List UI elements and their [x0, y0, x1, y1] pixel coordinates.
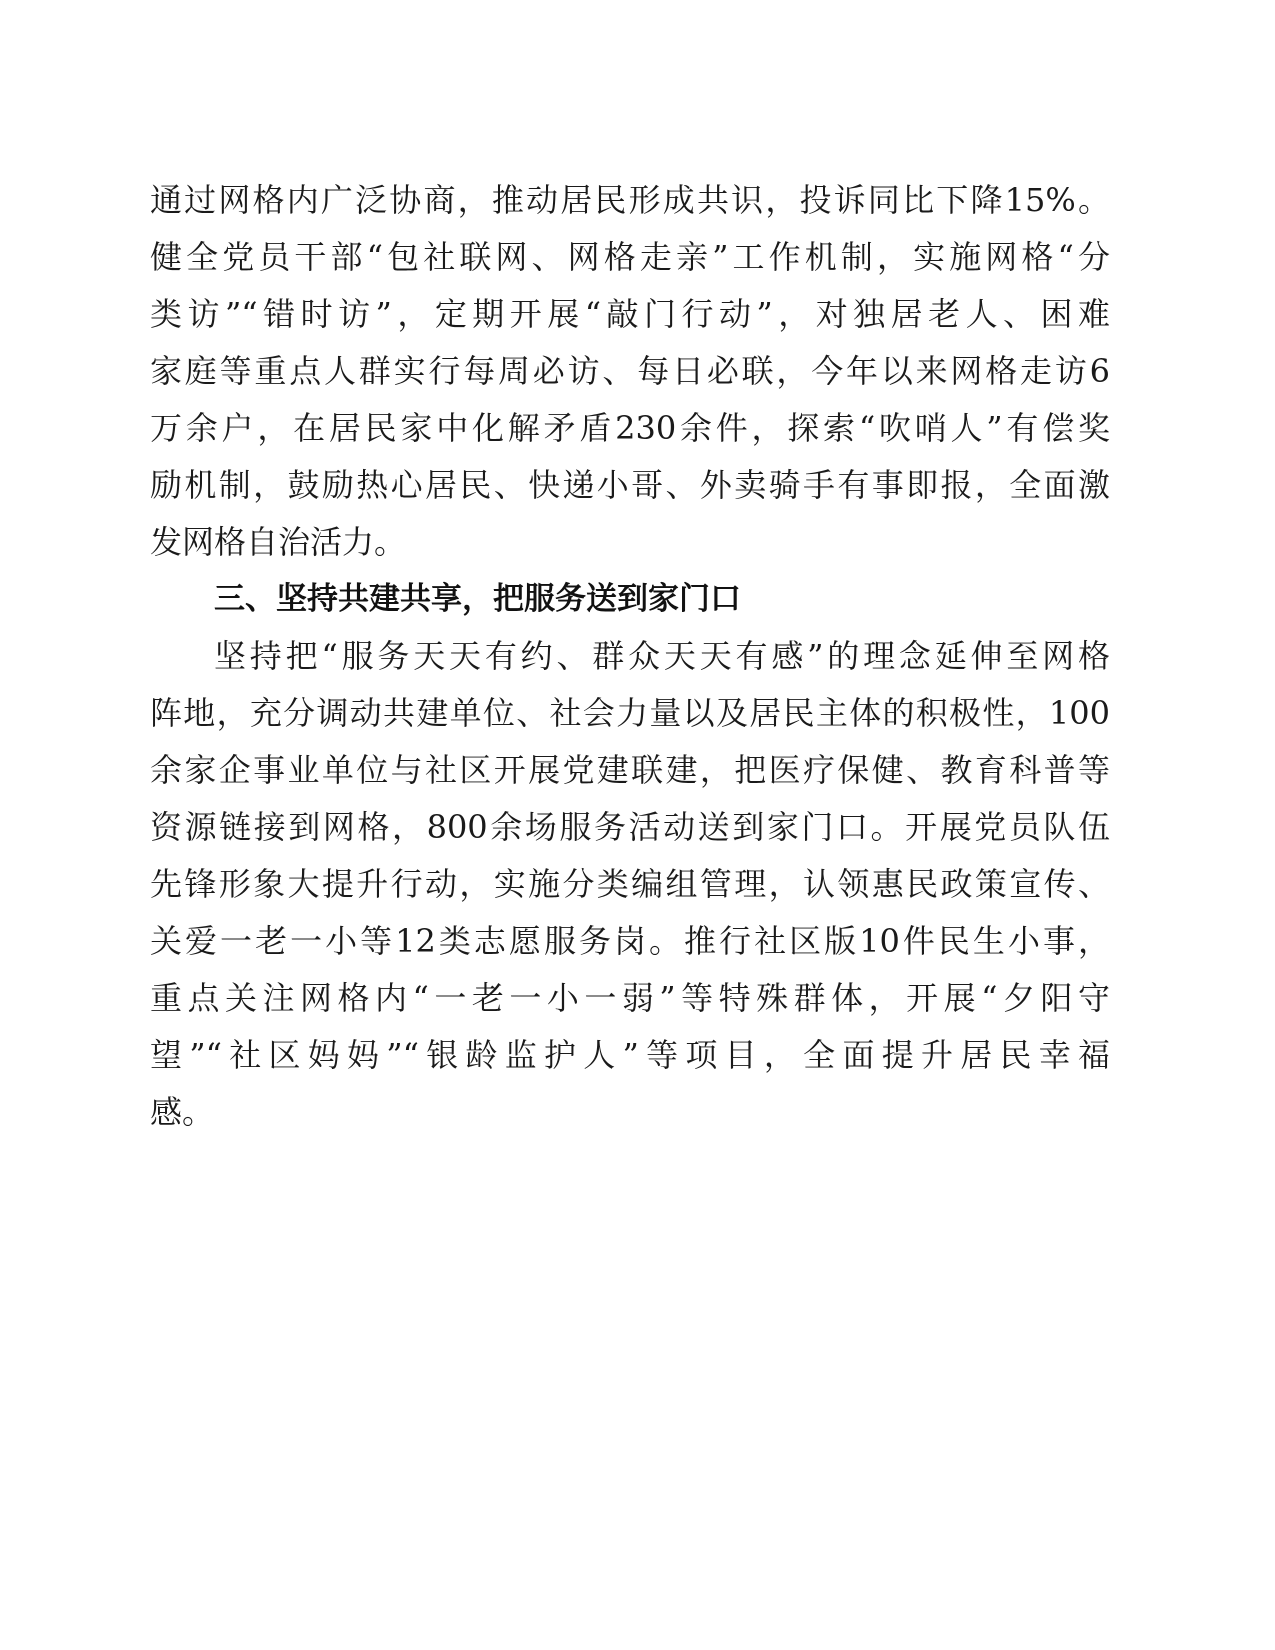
paragraph-line: 余家企事业单位与社区开展党建联建，把医疗保健、教育科普等 [150, 751, 1110, 789]
paragraph-line: 励机制，鼓励热心居民、快递小哥、外卖骑手有事即报，全面激 [150, 466, 1110, 504]
paragraph-line: 万余户，在居民家中化解矛盾230余件，探索“吹哨人”有偿奖 [150, 409, 1110, 447]
paragraph-line: 发网格自治活力。 [150, 523, 407, 561]
section-heading: 三、坚持共建共享，把服务送到家门口 [214, 581, 741, 617]
paragraph-line: 望”“社区妈妈”“银龄监护人”等项目，全面提升居民幸福 [150, 1036, 1110, 1074]
paragraph-line: 阵地，充分调动共建单位、社会力量以及居民主体的积极性，100 [150, 694, 1110, 732]
paragraph-line: 资源链接到网格，800余场服务活动送到家门口。开展党员队伍 [150, 808, 1110, 846]
paragraph-line: 感。 [150, 1093, 215, 1131]
paragraph-line: 重点关注网格内“一老一小一弱”等特殊群体，开展“夕阳守 [150, 979, 1110, 1017]
paragraph-line: 类访”“错时访”，定期开展“敲门行动”，对独居老人、困难 [150, 295, 1110, 333]
paragraph-line: 健全党员干部“包社联网、网格走亲”工作机制，实施网格“分 [150, 238, 1110, 276]
paragraph-line: 关爱一老一小等12类志愿服务岗。推行社区版10件民生小事， [150, 922, 1110, 960]
paragraph-line: 坚持把“服务天天有约、群众天天有感”的理念延伸至网格 [214, 637, 1110, 675]
paragraph-line: 通过网格内广泛协商，推动居民形成共识，投诉同比下降15%。 [150, 181, 1110, 219]
paragraph-line: 家庭等重点人群实行每周必访、每日必联，今年以来网格走访6 [150, 352, 1110, 390]
paragraph-line: 先锋形象大提升行动，实施分类编组管理，认领惠民政策宣传、 [150, 865, 1110, 903]
